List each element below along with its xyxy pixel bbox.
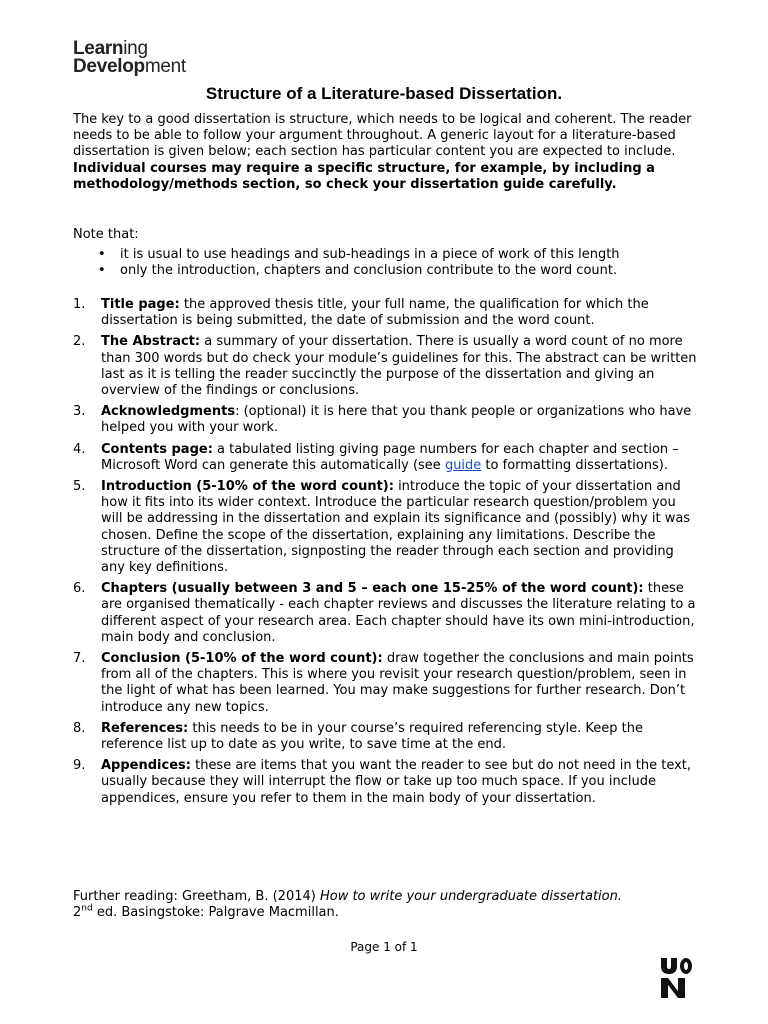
section-text: : (optional) it is here that you thank people or organizations who have helped you with your work. bbox=[101, 404, 692, 436]
section-item-chapters bbox=[73, 581, 698, 646]
section-text: these are organised thematically - each chapter reviews and discusses the literature relating to a different aspect of your research area. Each chapter should have its own mini-introduction, main body and conclusion. bbox=[101, 581, 696, 645]
section-number: 7. bbox=[73, 651, 86, 667]
guide-link[interactable]: guide bbox=[444, 457, 482, 473]
section-heading: Appendices: bbox=[101, 758, 191, 774]
note-bullet-list bbox=[73, 247, 698, 279]
section-number: 1. bbox=[73, 297, 86, 312]
section-text: draw together the conclusions and main points from all of the chapters. This is where you revisit your research question/problem, seen in the light of what has been learned. You may make suggestions for further research. Don’t introduce any new topics. bbox=[101, 651, 694, 715]
section-item-acknowledgments bbox=[73, 404, 698, 436]
book-title: How to write your undergraduate dissertation. bbox=[319, 889, 622, 904]
intro-text: The key to a good dissertation is structure, which needs to be logical and coherent. The reader needs to be able to follow your argument throughout. A generic layout for a literature-based dissertation is given below; each section has particular content you are expected to include. bbox=[73, 112, 692, 160]
bullet-item: • it is usual to use headings and sub-headings in a piece of work of this length bbox=[73, 247, 698, 263]
intro-paragraph bbox=[73, 112, 698, 193]
learning-development-logo bbox=[73, 40, 186, 76]
section-heading: Introduction (5-10% of the word count): bbox=[101, 479, 394, 495]
document-title: Structure of a Literature-based Dissertation. bbox=[205, 84, 563, 103]
section-number: 6. bbox=[73, 581, 86, 597]
edition-number: 2 bbox=[73, 905, 82, 921]
section-heading: Conclusion (5-10% of the word count): bbox=[101, 651, 383, 667]
section-item-contents-page bbox=[73, 442, 698, 474]
section-heading: Chapters (usually between 3 and 5 – each one 15-25% of the word count): bbox=[101, 581, 644, 597]
section-text: the approved thesis title, your full name, the qualification for which the dissertation is being submitted, the date of submission and the word count. bbox=[101, 297, 649, 329]
section-text-before-link: a tabulated listing giving page numbers for each chapter and section – Microsoft Word can generate this automatically (see bbox=[101, 441, 679, 473]
section-number: 8. bbox=[73, 720, 86, 736]
section-number: 4. bbox=[73, 441, 86, 457]
section-number: 3. bbox=[73, 404, 86, 420]
section-heading: Contents page: bbox=[101, 441, 213, 457]
uon-logo-icon bbox=[659, 956, 693, 1000]
section-number: 9. bbox=[73, 758, 86, 774]
section-heading: The Abstract: bbox=[101, 334, 201, 350]
further-reading bbox=[73, 889, 698, 921]
section-item-references bbox=[73, 721, 698, 753]
section-item-appendices bbox=[73, 758, 698, 807]
section-list bbox=[73, 297, 698, 812]
section-text: a summary of your dissertation. There is usually a word count of no more than 300 words but do check your module’s guidelines for this. The abstract can be written last as it is telling the reader succinctly the purpose of the dissertation and giving an overview of the findings or conclusions. bbox=[101, 334, 697, 399]
section-heading: Title page: bbox=[101, 297, 180, 312]
logo-word-ment: ment bbox=[144, 56, 186, 77]
logo-word-develop: Develop bbox=[73, 56, 145, 77]
section-item-abstract bbox=[73, 334, 698, 399]
section-text: this needs to be in your course’s required referencing style. Keep the reference list up to date as you write, to save time at the end. bbox=[101, 720, 643, 753]
publisher: ed. Basingstoke: Palgrave Macmillan. bbox=[92, 905, 339, 921]
intro-bold-text: Individual courses may require a specific structure, for example, by including a methodology/methods section, so check your dissertation guide carefully. bbox=[73, 160, 655, 192]
bullet-item: • only the introduction, chapters and conclusion contribute to the word count. bbox=[73, 263, 698, 279]
section-number: 5. bbox=[73, 479, 86, 495]
section-text-after-link: to formatting dissertations). bbox=[481, 457, 669, 473]
section-item-conclusion bbox=[73, 651, 698, 716]
section-heading: Acknowledgments bbox=[101, 404, 236, 420]
edition-suffix: nd bbox=[81, 903, 93, 914]
section-text: these are items that you want the reader to see but do not need in the text, usually because they will interrupt the flow or take up too much space. If you include appendices, ensure you refer to them in the main body of your dissertation. bbox=[101, 758, 692, 806]
section-text: introduce the topic of your dissertation and how it fits into its wider context. Introduce the particular research question/problem you will be addressing in the dissertation and explain its significance and (possibly) why it was chosen. Define the scope of the dissertation, explaining any limitations. Describe the structure of the dissertation, signposting the reader through each section and providing any key definitions. bbox=[101, 479, 691, 576]
logo-word-learn: Learn bbox=[73, 38, 124, 59]
logo-word-ing: ing bbox=[123, 38, 148, 59]
section-item-introduction bbox=[73, 479, 698, 576]
note-label: Note that: bbox=[73, 227, 139, 242]
section-heading: References: bbox=[101, 720, 189, 736]
page-number: Page 1 of 1 bbox=[350, 940, 418, 954]
section-item-title-page bbox=[73, 297, 698, 329]
further-reading-prefix: Further reading: Greetham, B. (2014) bbox=[73, 889, 320, 904]
section-number: 2. bbox=[73, 334, 86, 350]
